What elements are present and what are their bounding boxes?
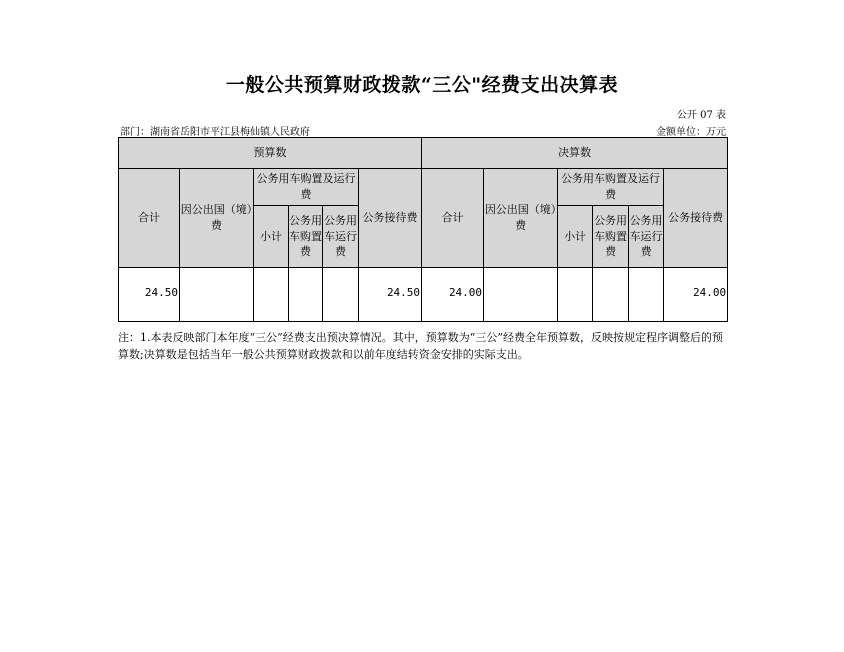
final-reception-header: 公务接待费 [664,169,728,268]
final-total-value: 24.00 [422,268,484,322]
final-group-header: 决算数 [422,138,728,169]
unit-label: 金额单位：万元 [656,127,726,138]
form-number: 公开 07 表 [676,110,726,121]
footnote: 注：1.本表反映部门本年度“三公”经费支出预决算情况。其中，预算数为“三公”经费全年预算数，反映按规定程序调整后的预算数;决算数是包括当年一般公共预算财政拨款和以前年度结转资金安排的实际支出。 [118,331,723,361]
budget-subtotal-value [254,268,289,322]
department-label: 部门：湖南省岳阳市平江县梅仙镇人民政府 [120,127,310,138]
budget-vehicle-header: 公务用车购置及运行费 [254,169,359,206]
page-title: 一般公共预算财政拨款“三公"经费支出决算表 [225,74,619,96]
budget-purchase-header: 公务用车购置费 [289,206,323,268]
budget-group-header: 预算数 [119,138,422,169]
table-row [119,268,728,322]
final-operation-header: 公务用车运行费 [629,206,664,268]
final-purchase-header: 公务用车购置费 [593,206,629,268]
final-subtotal-header: 小计 [558,206,593,268]
budget-operation-header: 公务用车运行费 [323,206,359,268]
budget-reception-header: 公务接待费 [359,169,422,268]
three-public-expense-table [118,137,728,322]
budget-abroad-value [180,268,254,322]
final-purchase-value [593,268,629,322]
final-reception-value: 24.00 [664,268,728,322]
final-subtotal-value [558,268,593,322]
budget-operation-value [323,268,359,322]
budget-total-value: 24.50 [119,268,180,322]
budget-total-header: 合计 [119,169,180,268]
final-operation-value [629,268,664,322]
final-abroad-value [484,268,558,322]
final-vehicle-header: 公务用车购置及运行费 [558,169,664,206]
budget-reception-value: 24.50 [359,268,422,322]
budget-purchase-value [289,268,323,322]
final-abroad-header: 因公出国（境）费 [484,169,558,268]
final-total-header: 合计 [422,169,484,268]
budget-abroad-header: 因公出国（境）费 [180,169,254,268]
budget-subtotal-header: 小计 [254,206,289,268]
